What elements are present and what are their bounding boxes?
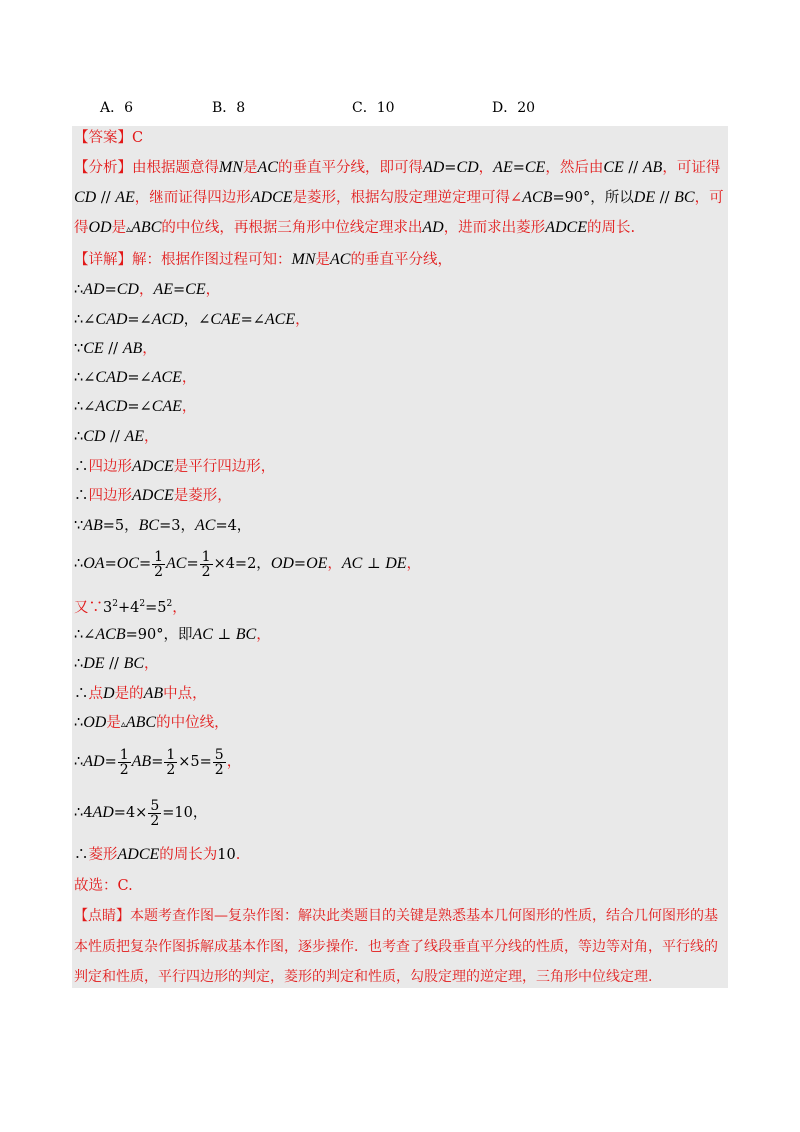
therefore-symbol: ∴ (74, 627, 84, 643)
step-3 (74, 339, 157, 359)
text: 菱形 (88, 847, 118, 863)
therefore-symbol: ∴ (74, 656, 84, 672)
math: AD (83, 281, 105, 298)
math: =∠ (127, 312, 152, 328)
text: 的中位线，再根据三角形中位线定理求出 (161, 220, 423, 236)
math: ×5= (178, 754, 212, 770)
math: = (512, 160, 525, 176)
text: ，可证得 (662, 160, 721, 176)
math: CAE (210, 311, 241, 328)
math: ⊥ (362, 556, 386, 572)
math: D (103, 685, 115, 702)
text: ， (142, 341, 157, 357)
analysis-line-2 (74, 188, 724, 208)
numerator: 1 (166, 746, 176, 763)
math: BC (123, 655, 145, 672)
math: = (104, 282, 117, 298)
math: ACD (95, 398, 128, 415)
therefore-symbol: ∴ (74, 556, 84, 572)
because-symbol: ∵ (74, 341, 84, 357)
denominator: 2 (150, 812, 160, 829)
math: =∠ (127, 370, 152, 386)
math: AC (330, 251, 351, 268)
therefore-symbol: ∴ (74, 686, 89, 702)
step-1 (74, 280, 220, 300)
text: ， (181, 370, 197, 386)
math: DE (385, 555, 407, 572)
numerator: 1 (201, 548, 211, 565)
step-2 (74, 310, 310, 330)
math: CE (524, 159, 546, 176)
text: ， (327, 556, 342, 572)
text: 的中位线， (156, 715, 229, 731)
math: ABC (125, 714, 157, 731)
math: // (104, 656, 124, 672)
therefore-symbol: ∴ (74, 754, 84, 770)
math: // (655, 190, 675, 206)
text: 的垂直平分线， (350, 252, 452, 268)
option-a: A．6 (100, 100, 134, 116)
math: = (151, 754, 164, 770)
step-12 (74, 625, 271, 645)
math: AC (166, 555, 187, 572)
math: =∠ (240, 312, 265, 328)
final-choice: 故选：C. (74, 878, 133, 894)
text: ， (181, 399, 197, 415)
math: =3， (159, 518, 195, 534)
math: CD (116, 281, 139, 298)
math: =∠ (127, 399, 152, 415)
text: 是平行四边形， (173, 459, 276, 475)
math: ∠ (83, 312, 96, 328)
math: = (444, 160, 457, 176)
math: MN (291, 251, 316, 268)
step-8 (74, 486, 232, 506)
denominator: 2 (119, 761, 129, 778)
therefore-symbol: ∴ (74, 459, 89, 475)
denominator: 2 (201, 563, 211, 580)
math: MN (219, 159, 243, 176)
step-18 (74, 845, 240, 865)
therefore-symbol: ∴ (74, 715, 84, 731)
math: DE (633, 189, 656, 206)
math: DE (83, 655, 105, 672)
math: ACE (264, 311, 296, 328)
math: = (104, 754, 117, 770)
text: ， (226, 754, 242, 770)
math: AE (493, 159, 513, 176)
math: ∠ (83, 370, 96, 386)
answer-options (0, 97, 800, 119)
detail-intro (74, 250, 452, 270)
text: ， (144, 656, 159, 672)
math: ACB (522, 189, 553, 206)
math: CAD (95, 311, 128, 328)
math: BC (674, 189, 695, 206)
fraction (213, 748, 226, 777)
math: AE (115, 189, 135, 206)
triangle-symbol: ▵ (120, 719, 126, 730)
text: 中点， (163, 686, 207, 702)
therefore-symbol: ∴ (74, 429, 84, 445)
analysis-line-1 (74, 158, 720, 178)
math: AB (143, 685, 164, 702)
detail-tag: 【详解】 (74, 252, 132, 268)
numerator: 5 (214, 746, 224, 763)
exponent: 2 (166, 599, 173, 609)
math: ADCE (132, 487, 174, 504)
math: =4× (113, 805, 148, 821)
math: BC (235, 626, 257, 643)
math: AB (122, 340, 143, 357)
answer-tag: 【答案】 (74, 130, 132, 146)
text: . (235, 847, 241, 863)
math: AD (83, 753, 105, 770)
math: ABC (131, 219, 162, 236)
option-d: D．20 (492, 100, 536, 116)
step-7 (74, 457, 275, 477)
text: ，然后由 (545, 160, 604, 176)
text: ，可 (694, 190, 724, 206)
math: AC (257, 159, 278, 176)
math: OD (88, 219, 112, 236)
math: OD (270, 555, 294, 572)
math: AC (194, 517, 216, 534)
text: ， (144, 429, 159, 445)
math: =5 (145, 600, 167, 616)
triangle-symbol: ▵ (126, 224, 132, 235)
text: 四边形 (88, 488, 132, 504)
math: AE (124, 428, 145, 445)
text: 是 (315, 252, 330, 268)
math: OD (83, 714, 107, 731)
text: 是 (111, 220, 127, 236)
therefore-symbol: ∴ (74, 805, 84, 821)
comment-line-3: 判定和性质，平行四边形的判定，菱形的判定和性质，勾股定理的逆定理，三角形中位线定理. (74, 969, 653, 985)
analysis-tag: 【分析】 (74, 160, 132, 176)
math: OA (83, 555, 105, 572)
answer-value: C (132, 130, 144, 146)
fraction (200, 550, 213, 579)
text: 是 (243, 160, 258, 176)
text: 的周长为 (159, 847, 218, 863)
step-15 (74, 713, 229, 735)
step-14 (74, 684, 207, 704)
because-symbol: ∵ (74, 518, 84, 534)
fraction (148, 799, 161, 828)
math: // (103, 341, 123, 357)
math: ACB (95, 626, 126, 643)
therefore-symbol: ∴ (74, 399, 84, 415)
text: 解：根据作图过程可知： (132, 252, 292, 268)
therefore-symbol: ∴ (74, 370, 84, 386)
math: ADCE (250, 189, 293, 206)
math: ACE (151, 369, 182, 386)
denominator: 2 (154, 563, 164, 580)
text: 是 (106, 715, 121, 731)
analysis-line-3 (74, 218, 635, 240)
exponent: 2 (139, 599, 146, 609)
math: 10 (217, 847, 236, 863)
text: ， (295, 312, 310, 328)
math: CAD (95, 369, 128, 386)
math: CD (74, 189, 97, 206)
math: = (173, 282, 186, 298)
text: 的周长. (586, 220, 636, 236)
math: AE (153, 281, 173, 298)
math: = (186, 556, 199, 572)
numerator: 5 (150, 797, 160, 814)
step-4 (74, 368, 196, 388)
math: +4 (117, 600, 140, 616)
math: ，∠ (183, 312, 211, 328)
therefore-symbol: ∴ (74, 847, 89, 863)
text: ， (138, 282, 154, 298)
math: CAE (151, 398, 182, 415)
math: ×4=2， (213, 556, 271, 572)
math: ADCE (545, 219, 587, 236)
text: 是的 (114, 686, 144, 702)
math: AD (422, 159, 445, 176)
math: OE (306, 555, 328, 572)
math: ACD (151, 311, 184, 328)
step-17 (74, 794, 207, 832)
math: 4 (83, 805, 93, 821)
numerator: 1 (119, 746, 129, 763)
math: AC (192, 626, 213, 643)
math: // (96, 190, 116, 206)
math: = (104, 556, 117, 572)
text: ，进而求出菱形 (443, 220, 546, 236)
text: 四边形 (88, 459, 132, 475)
text: ， (205, 282, 221, 298)
math: AB (83, 517, 103, 534)
math: ADCE (117, 846, 160, 863)
math: ∠ (83, 627, 96, 643)
therefore-symbol: ∴ (74, 282, 84, 298)
math: = (293, 556, 307, 572)
math: =4， (215, 518, 252, 534)
math: AB (131, 753, 152, 770)
math: 3 (103, 600, 113, 616)
text: ， (478, 160, 494, 176)
math: = (138, 556, 152, 572)
math: BC (138, 517, 160, 534)
text: ，继而证得四边形 (134, 190, 251, 206)
math: AB (642, 159, 663, 176)
exponent: 2 (112, 599, 118, 609)
math: =90°，即 (125, 627, 193, 643)
step-5 (74, 397, 196, 417)
text: ， (406, 556, 422, 572)
numerator: 1 (154, 548, 164, 565)
math: ⊥ (212, 627, 236, 643)
math: CE (83, 340, 104, 357)
math: AD (92, 804, 114, 821)
text: 得 (74, 220, 89, 236)
text: 由根据题意得 (132, 160, 219, 176)
step-9 (74, 516, 251, 536)
fraction (118, 748, 131, 777)
option-b: B．8 (212, 100, 246, 116)
math: AD (422, 219, 444, 236)
math: =5， (102, 518, 139, 534)
option-c: C．10 (352, 100, 395, 116)
step-16 (74, 743, 241, 781)
denominator: 2 (214, 761, 224, 778)
text: 的垂直平分线，即可得 (277, 160, 423, 176)
math: CD (456, 159, 479, 176)
step-13 (74, 654, 159, 674)
comment-line-1 (74, 906, 718, 926)
step-10 (74, 545, 421, 583)
therefore-symbol: ∴ (74, 488, 89, 504)
math: // (623, 160, 643, 176)
comment-tag: 【点睛】 (74, 908, 130, 924)
math: OC (116, 555, 139, 572)
math: =10， (162, 805, 208, 821)
therefore-symbol: ∴ (74, 312, 84, 328)
math: AC (341, 555, 363, 572)
fraction (164, 748, 177, 777)
text: 点 (88, 686, 103, 702)
text: ， (172, 600, 187, 616)
text: 又∵ (74, 600, 103, 616)
text: ， (256, 627, 271, 643)
math: CE (185, 281, 206, 298)
text: 本题考查作图—复杂作图：解决此类题目的关键是熟悉基本几何图形的性质，结合几何图形的基 (130, 908, 718, 924)
math: // (105, 429, 125, 445)
text: 是菱形， (173, 488, 232, 504)
step-6 (74, 427, 159, 447)
answer-line (74, 128, 143, 148)
math: =90°，所以 (552, 190, 634, 206)
text: 是菱形，根据勾股定理逆定理可得∠ (292, 190, 523, 206)
math: ADCE (132, 458, 174, 475)
math: CE (603, 159, 624, 176)
comment-line-2: 本性质把复杂作图拆解成基本作图，逐步操作．也考查了线段垂直平分线的性质，等边等对角，平行线的 (74, 939, 718, 955)
step-11 (74, 594, 187, 618)
math: CD (83, 428, 106, 445)
math: ∠ (83, 399, 96, 415)
fraction (152, 550, 165, 579)
denominator: 2 (166, 761, 176, 778)
